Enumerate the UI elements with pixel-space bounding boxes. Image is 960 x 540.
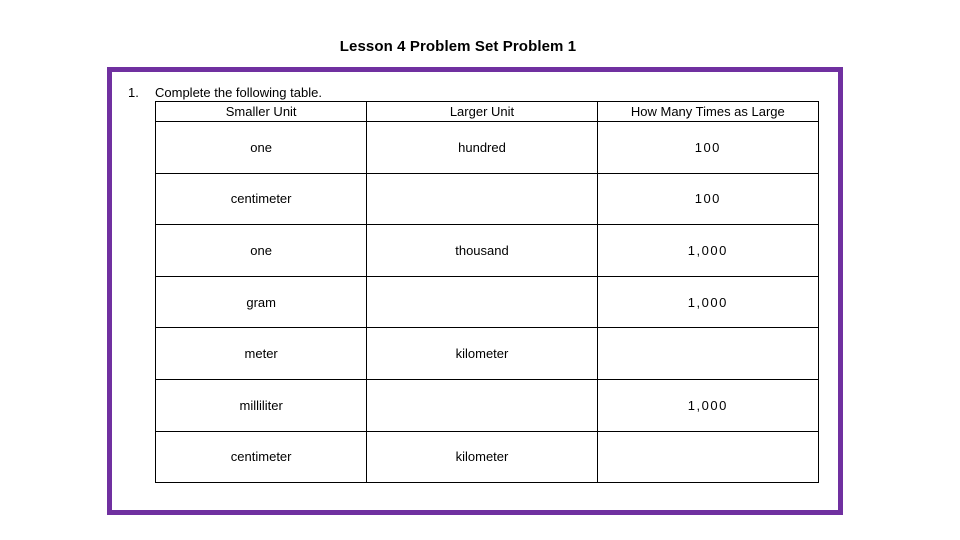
question-text: Complete the following table. [155,85,322,100]
table-header-row [156,102,819,122]
smaller-unit-cell: meter [156,328,367,380]
larger-unit-cell: kilometer [367,328,597,380]
larger-unit-cell: kilometer [367,431,597,483]
table-row [156,122,819,174]
table-row [156,431,819,483]
table-row [156,276,819,328]
smaller-unit-cell: centimeter [156,173,367,225]
larger-unit-cell [367,276,597,328]
units-table [155,101,819,483]
larger-unit-cell [367,173,597,225]
question-number: 1. [128,85,139,100]
larger-unit-cell [367,379,597,431]
smaller-unit-cell: centimeter [156,431,367,483]
smaller-unit-cell: one [156,225,367,277]
larger-unit-cell: thousand [367,225,597,277]
times-cell [597,431,818,483]
slide-title: Lesson 4 Problem Set Problem 1 [339,38,577,55]
times-cell: 1,000 [597,225,818,277]
times-cell: 1,000 [597,379,818,431]
header-larger-unit: Larger Unit [367,102,597,122]
times-cell: 1,000 [597,276,818,328]
times-cell [597,328,818,380]
table-row [156,225,819,277]
table-row [156,379,819,431]
header-smaller-unit: Smaller Unit [156,102,367,122]
times-cell: 100 [597,173,818,225]
larger-unit-cell: hundred [367,122,597,174]
smaller-unit-cell: milliliter [156,379,367,431]
smaller-unit-cell: one [156,122,367,174]
table-row [156,328,819,380]
smaller-unit-cell: gram [156,276,367,328]
times-cell: 100 [597,122,818,174]
table-row [156,173,819,225]
header-how-many-times: How Many Times as Large [597,102,818,122]
